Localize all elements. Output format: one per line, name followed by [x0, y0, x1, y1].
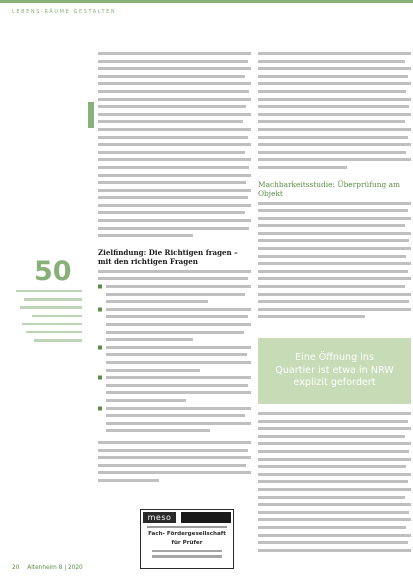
pull-quote-box — [258, 338, 411, 404]
section-heading-goal-finding: Zielfindung: Die Richtigen fragen – mit den richtigen Fragen — [98, 247, 238, 266]
sponsor-url-line — [152, 555, 222, 557]
sponsor-logo-badge — [181, 512, 231, 523]
pull-quote-text: Eine Öffnung ins Quartier ist etwa in NRW explizit gefordert — [275, 352, 394, 389]
page-footer — [12, 565, 212, 571]
bullet-marker — [98, 285, 102, 289]
list-item — [98, 308, 251, 346]
sponsor-caption-line-2: für Prüfer — [171, 540, 203, 547]
right-column-continued — [258, 412, 411, 556]
top-accent-bar — [0, 0, 413, 3]
sponsor-logo-mark: meso — [143, 512, 176, 523]
stat-description — [12, 290, 82, 347]
left-column — [98, 52, 251, 486]
right-column — [258, 52, 411, 323]
bullet-marker — [98, 307, 102, 311]
page-number: 20 — [12, 565, 20, 571]
column-accent-marker — [88, 102, 94, 128]
list-item — [98, 376, 251, 406]
list-item — [98, 407, 251, 437]
list-item — [98, 346, 251, 376]
sponsor-logo-block — [140, 509, 234, 569]
bullet-marker — [98, 406, 102, 410]
bullet-marker — [98, 376, 102, 380]
journal-issue: Altenheim 8 | 2020 — [27, 565, 83, 571]
sponsor-caption-line-1: Fach- Fördergesellschaft — [148, 531, 226, 538]
list-item — [98, 285, 251, 308]
sponsor-logo-caption — [143, 526, 231, 558]
running-header: LEBENS-RÄUME GESTALTEN — [12, 9, 117, 15]
stat-number: 50 — [34, 256, 72, 287]
sponsor-contact-line — [152, 550, 222, 552]
bullet-marker — [98, 345, 102, 349]
section-heading-feasibility-study: Machbarkeitsstudie: Überprüfung am Objekt — [258, 179, 400, 198]
